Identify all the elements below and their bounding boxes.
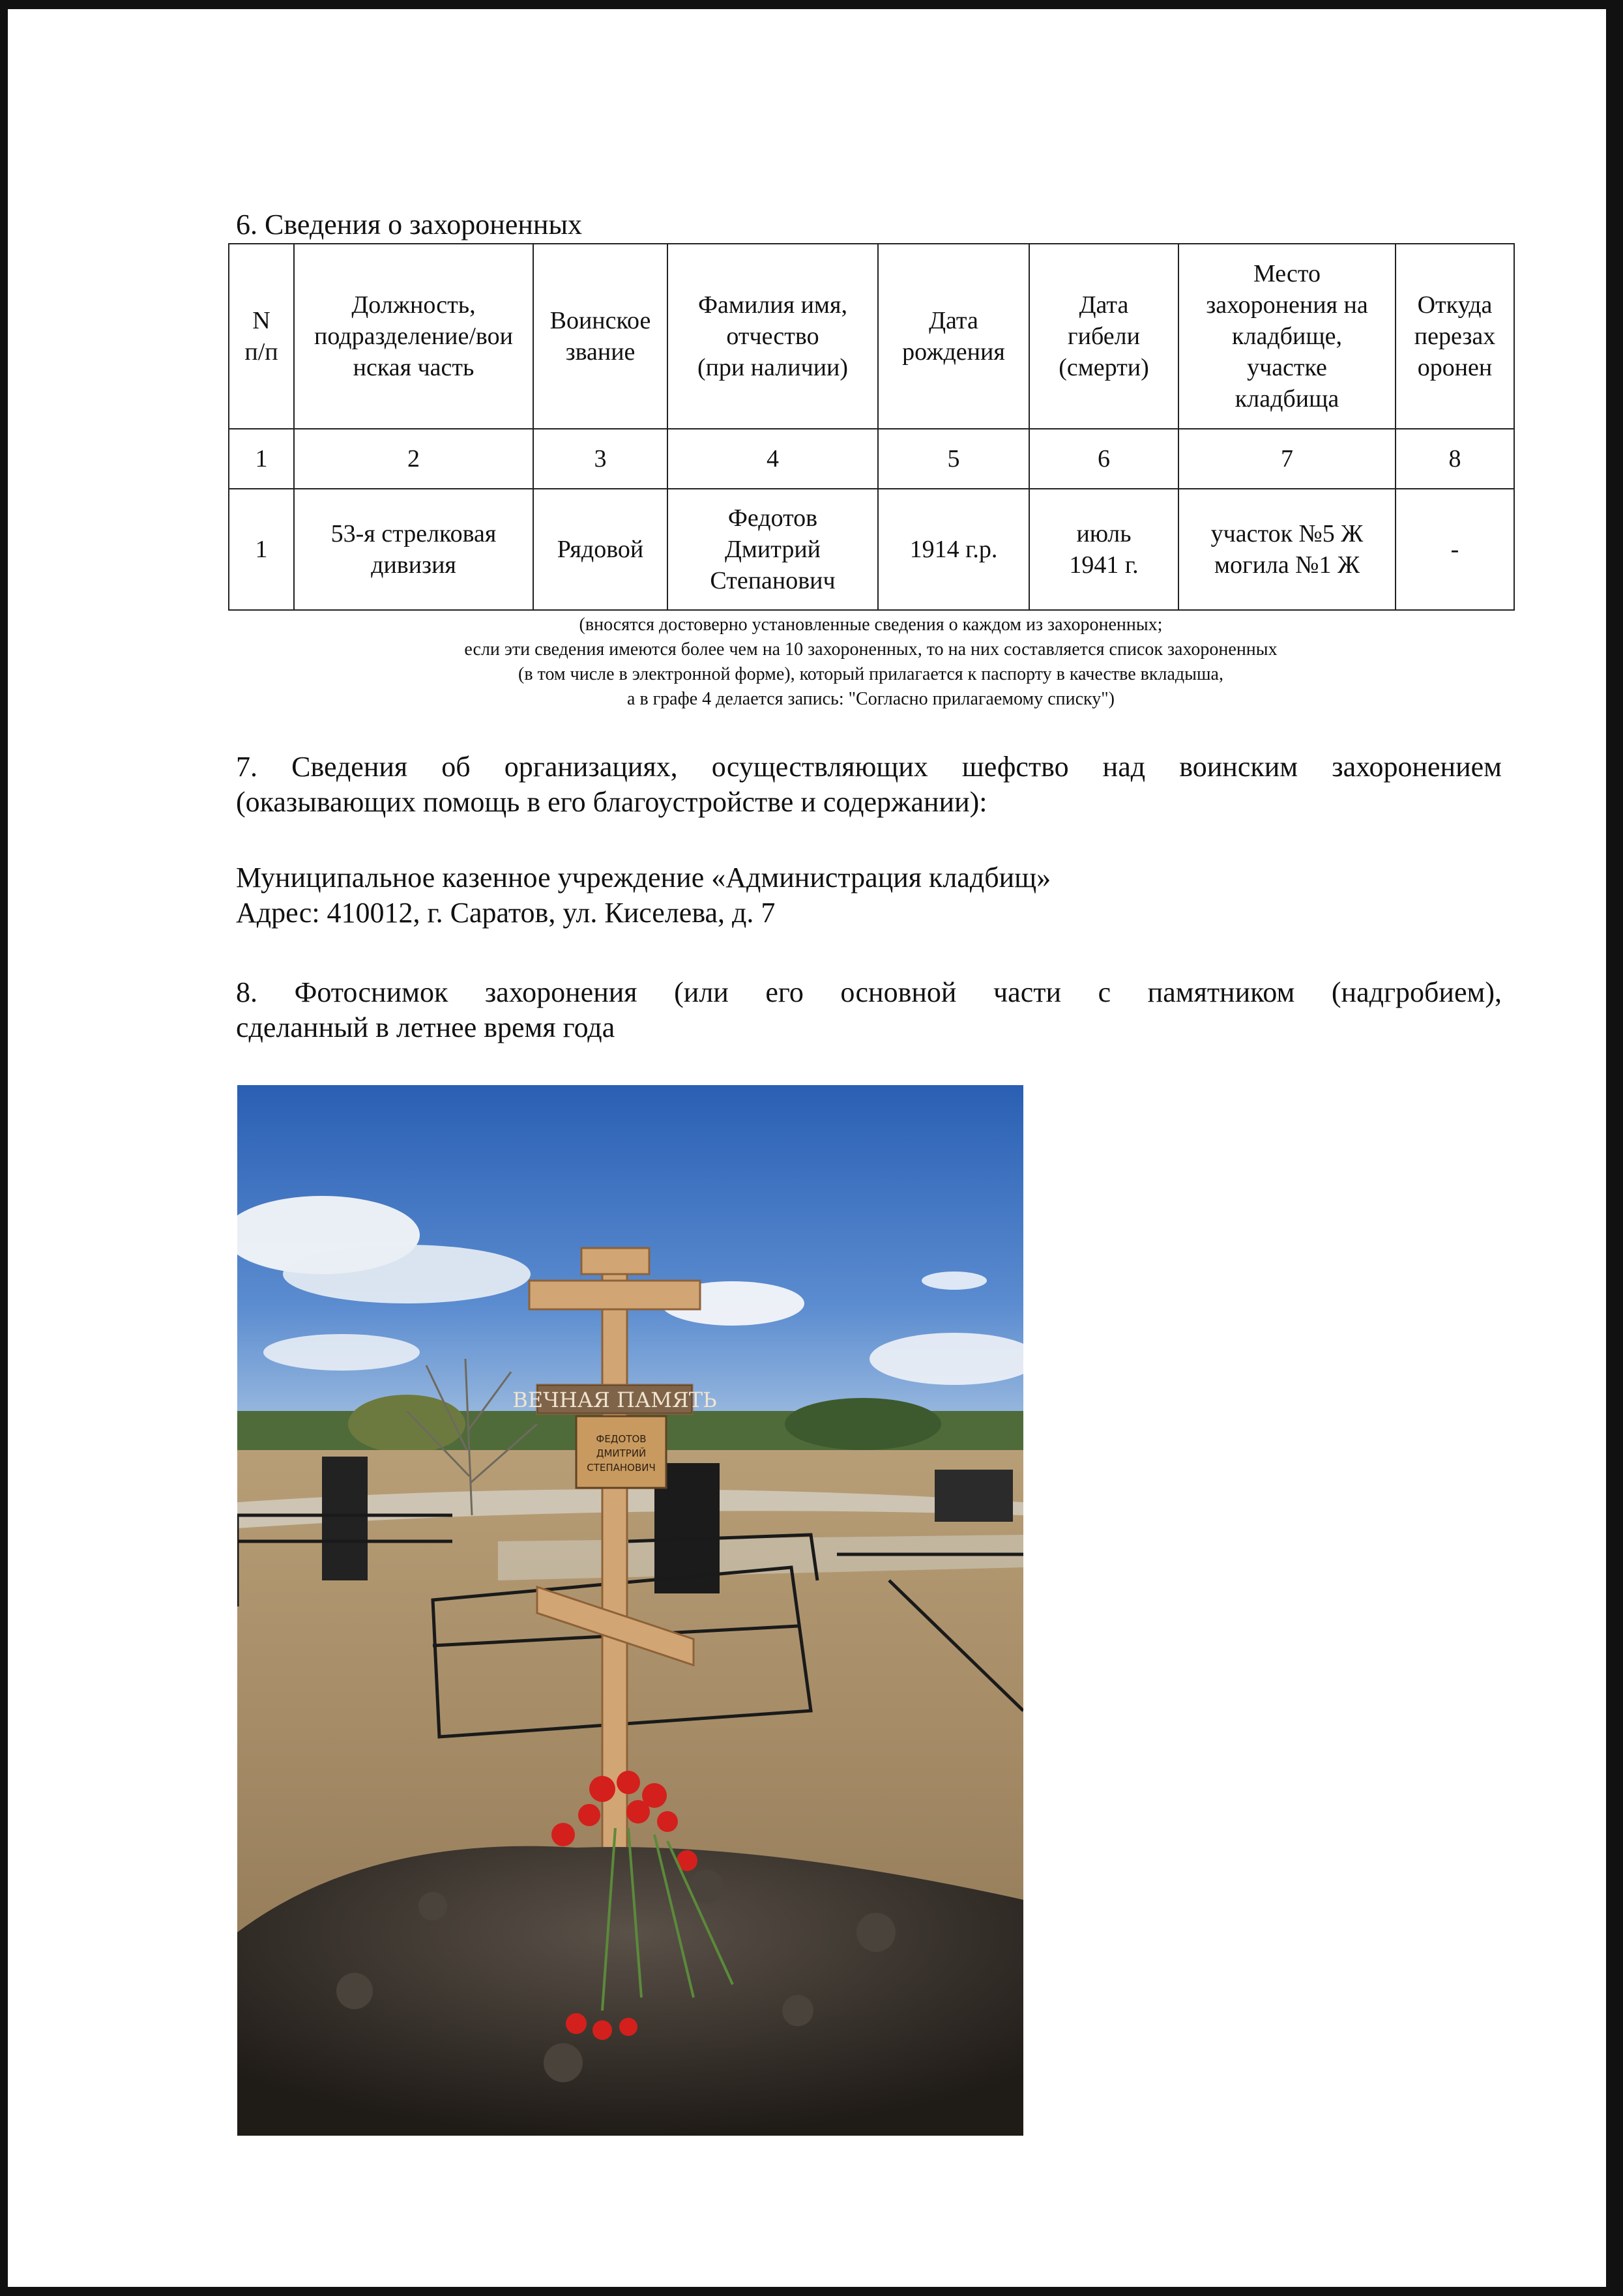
table-footnote — [228, 613, 1513, 712]
header-num: N п/п — [229, 244, 294, 429]
column-number: 2 — [294, 429, 533, 489]
patron-organization — [236, 860, 1502, 931]
header-from: Откуда перезах оронен — [1396, 244, 1514, 429]
grave-photo — [237, 1085, 1023, 2136]
section-8 — [236, 975, 1502, 1045]
header-name: Фамилия имя, отчество (при наличии) — [667, 244, 878, 429]
header-rank: Воинское звание — [533, 244, 667, 429]
column-number: 7 — [1178, 429, 1396, 489]
header-death: Дата гибели (смерти) — [1029, 244, 1178, 429]
header-birth: Дата рождения — [878, 244, 1029, 429]
column-number: 8 — [1396, 429, 1514, 489]
footnote-line: если эти сведения имеются более чем на 10 захороненных, то на них составляется список захороненных — [464, 639, 1278, 660]
footnote-line: а в графе 4 делается запись: "Согласно прилагаемому списку") — [627, 689, 1115, 709]
column-number: 4 — [667, 429, 878, 489]
section-7-line-1: 7. Сведения об организациях, осуществляющих шефство над воинским захоронением — [236, 751, 1502, 783]
cell-death: июль 1941 г. — [1029, 489, 1178, 610]
plate-line: ДМИТРИЙ — [596, 1447, 647, 1459]
burials-table — [228, 243, 1515, 611]
section-8-line-2: сделанный в летнее время года — [236, 1011, 615, 1043]
grave-photo-illustration — [237, 1085, 1023, 2136]
header-unit: Должность, подразделение/вои нская часть — [294, 244, 533, 429]
column-number: 1 — [229, 429, 294, 489]
cell-from: - — [1396, 489, 1514, 610]
organization-address: Адрес: 410012, г. Саратов, ул. Киселева, д. 7 — [236, 897, 776, 929]
cell-place: участок №5 Ж могила №1 Ж — [1178, 489, 1396, 610]
cell-rank: Рядовой — [533, 489, 667, 610]
cell-unit: 53-я стрелковая дивизия — [294, 489, 533, 610]
column-number: 5 — [878, 429, 1029, 489]
cell-num: 1 — [229, 489, 294, 610]
plate-line: СТЕПАНОВИЧ — [587, 1462, 656, 1474]
column-number: 3 — [533, 429, 667, 489]
header-place: Место захоронения на кладбище, участке кладбища — [1178, 244, 1396, 429]
cell-name: Федотов Дмитрий Степанович — [667, 489, 878, 610]
plate-line: ФЕДОТОВ — [596, 1433, 647, 1445]
footnote-line: (вносятся достоверно установленные сведения о каждом из захороненных; — [579, 615, 1163, 635]
table-header-row — [229, 244, 1514, 429]
cell-birth: 1914 г.р. — [878, 489, 1029, 610]
cross-inscription: ВЕЧНАЯ ПАМЯТЬ — [512, 1388, 717, 1412]
section-6-title: 6. Сведения о захороненных — [236, 209, 583, 240]
organization-name: Муниципальное казенное учреждение «Администрация кладбищ» — [236, 862, 1051, 894]
footnote-line: (в том числе в электронной форме), который прилагается к паспорту в качестве вкладыша, — [518, 664, 1223, 684]
column-numbers-row — [229, 429, 1514, 489]
column-number: 6 — [1029, 429, 1178, 489]
section-7-line-2: (оказывающих помощь в его благоустройстве и содержании): — [236, 786, 987, 818]
section-8-line-1: 8. Фотоснимок захоронения (или его основной части с памятником (надгробием), — [236, 976, 1502, 1008]
section-7 — [236, 749, 1502, 820]
table-row — [229, 489, 1514, 610]
